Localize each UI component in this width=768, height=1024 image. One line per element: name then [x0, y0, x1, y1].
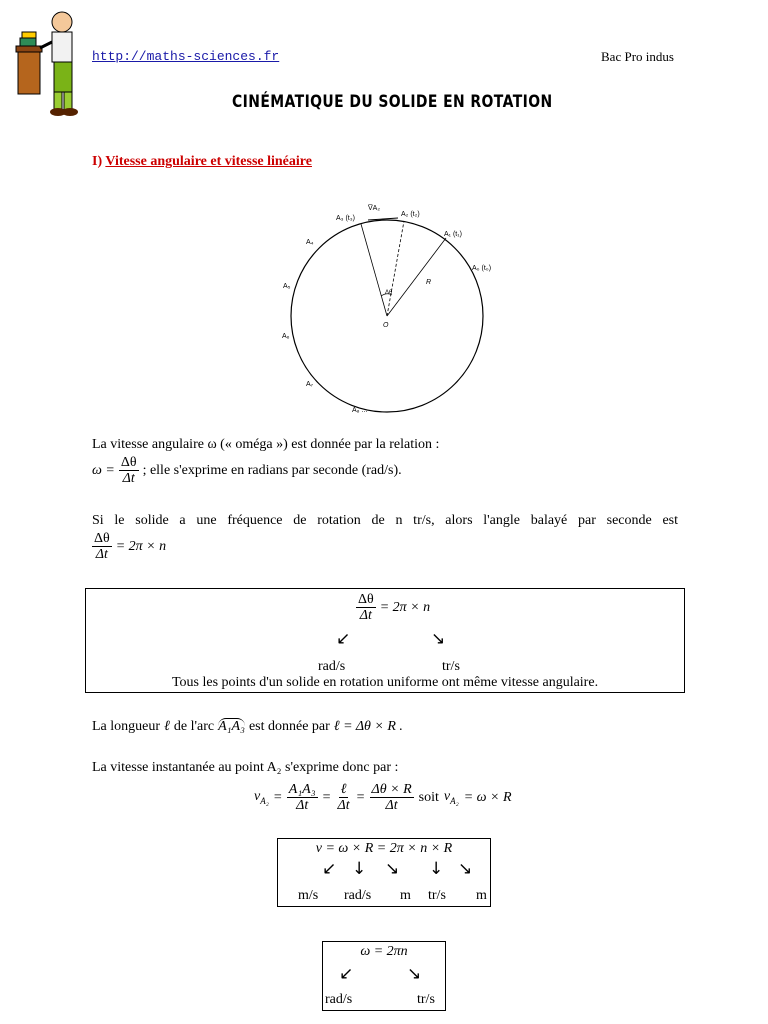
- box1-arrow-left: ↙: [336, 629, 351, 649]
- site-logo-figure: [14, 8, 86, 120]
- f1-den: Δt: [296, 798, 309, 814]
- arc-length-paragraph: [92, 718, 403, 735]
- box3-formula: ω = 2πn: [360, 944, 408, 959]
- eq1: =: [273, 789, 282, 805]
- arc-formula: ℓ = Δθ × R .: [333, 719, 403, 734]
- box2-unit-5: m: [476, 888, 487, 903]
- box3-arrow-left: ↙: [339, 964, 354, 984]
- label-a3: A₃ (t₃): [336, 215, 355, 222]
- formula-den: Δt: [122, 471, 135, 487]
- formula-num: Δθ: [120, 455, 137, 470]
- box1-unit-tr: tr/s: [442, 659, 460, 674]
- rotation-diagram: [270, 196, 510, 420]
- frequency-formula: [92, 531, 166, 563]
- f2-den: Δt: [337, 798, 350, 814]
- linear-speed-box: [277, 838, 491, 907]
- radius-a1: [387, 238, 446, 316]
- label-a6: A₆: [282, 333, 290, 340]
- box2-formula: v = ω × R = 2π × n × R: [315, 841, 453, 856]
- label-dtheta: Δθ: [385, 290, 393, 296]
- box2-arrow-2: ↓: [352, 859, 367, 879]
- section-number: I): [92, 154, 103, 169]
- label-a2: A₂ (t₂): [401, 211, 420, 218]
- formula-unit-text: ; elle s'exprime en radians par seconde (rad/s).: [142, 462, 402, 478]
- angular-speed-intro: La vitesse angulaire ω (« oméga ») est donnée par la relation :: [92, 437, 440, 452]
- box1-den: Δt: [359, 608, 372, 624]
- section-title: Vitesse angulaire et vitesse linéaire: [105, 154, 312, 169]
- site-url-link[interactable]: http://maths-sciences.fr: [92, 49, 280, 64]
- arc-a1a3: A₁A₃: [218, 719, 245, 734]
- frequency-paragraph: Si le solide a une fréquence de rotation de n tr/s, alors l'angle balayé par seconde est: [92, 513, 678, 528]
- angular-speed-formula: [92, 455, 402, 487]
- label-r: R: [426, 279, 432, 286]
- freq-num: Δθ: [94, 531, 110, 546]
- box3-arrow-right: ↘: [407, 964, 422, 984]
- freq-rhs: = 2π × n: [115, 538, 167, 554]
- label-a0: A₀ (t₀): [472, 265, 492, 272]
- f3-den: Δt: [385, 798, 398, 814]
- label-va2: V̅A₂: [368, 205, 381, 212]
- label-o: O: [383, 322, 389, 329]
- arc-text-c: est donnée par: [248, 719, 330, 734]
- box2-arrow-4: ↓: [429, 859, 444, 879]
- page-title: CINÉMATIQUE DU SOLIDE EN ROTATION: [232, 92, 553, 112]
- freq-den: Δt: [95, 547, 108, 563]
- v-symbol-2: $v_{A_2}$: [443, 789, 459, 807]
- arc-ell: ℓ: [164, 719, 170, 734]
- label-a4: A₄: [306, 239, 314, 246]
- label-a1: A₁ (t₁): [444, 231, 462, 238]
- instant-speed-intro: La vitesse instantanée au point A₂ s'exprime donc par :: [92, 760, 399, 775]
- box3-unit-rad: rad/s: [325, 992, 353, 1007]
- section-heading: [92, 154, 312, 170]
- label-a8: A₈ ...: [352, 407, 368, 414]
- box2-unit-1: m/s: [298, 888, 319, 903]
- box1-arrow-right: ↘: [431, 629, 446, 649]
- angular-speed-box: [85, 588, 685, 693]
- f1-num: A₁A₃: [288, 782, 316, 797]
- box2-unit-2: rad/s: [344, 888, 372, 903]
- label-a7: A₇: [306, 381, 314, 388]
- box2-arrow-3: ↘: [385, 859, 400, 879]
- box2-unit-4: tr/s: [428, 888, 446, 903]
- box2-unit-3: m: [400, 888, 411, 903]
- omega-lhs: ω =: [92, 462, 115, 478]
- box3-unit-tr: tr/s: [417, 992, 435, 1007]
- box2-arrow-5: ↘: [458, 859, 473, 879]
- soit-word: soit: [418, 789, 439, 805]
- box1-num: Δθ: [358, 592, 374, 607]
- box1-caption: Tous les points d'un solide en rotation uniforme ont même vitesse angulaire.: [171, 675, 599, 690]
- f2-num: ℓ: [340, 782, 347, 797]
- instant-speed-formula: [254, 782, 512, 814]
- header-level: Bac Pro indus: [601, 49, 674, 64]
- eq2: =: [322, 789, 331, 805]
- box2-arrow-1: ↙: [322, 859, 337, 879]
- omega-box: [322, 941, 446, 1011]
- arc-text-b: de l'arc: [173, 719, 215, 734]
- radius-a2: [387, 221, 404, 316]
- eq3: =: [356, 789, 365, 805]
- box1-rhs: = 2π × n: [379, 599, 431, 615]
- arc-text-a: La longueur: [92, 719, 161, 734]
- final-formula: = ω × R: [463, 789, 512, 805]
- radius-a3: [361, 224, 387, 316]
- v-symbol: $v_{A_2}$: [254, 789, 269, 807]
- f3-num: Δθ × R: [371, 782, 412, 797]
- label-a5: A₅: [283, 283, 291, 290]
- box1-unit-rad: rad/s: [318, 659, 346, 674]
